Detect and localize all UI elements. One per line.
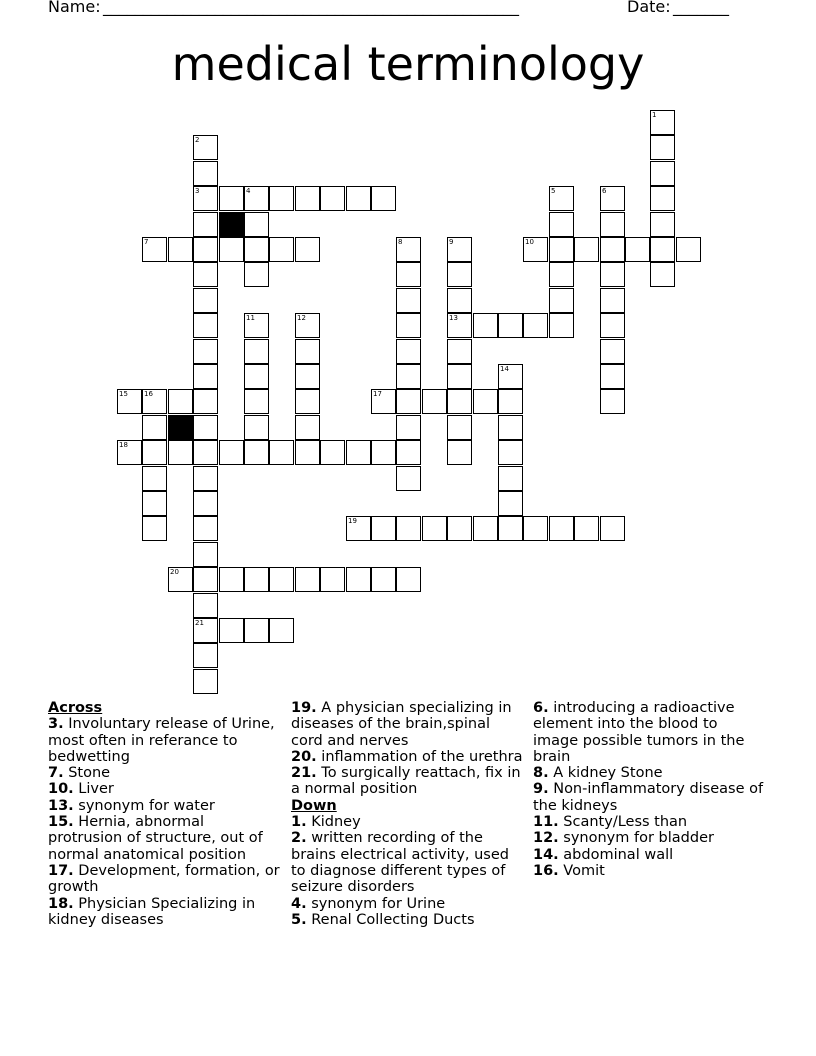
grid-cell[interactable] bbox=[473, 313, 498, 338]
grid-cell[interactable] bbox=[523, 313, 548, 338]
grid-cell[interactable] bbox=[549, 313, 574, 338]
grid-cell[interactable] bbox=[600, 516, 625, 541]
grid-cell[interactable] bbox=[447, 313, 472, 338]
grid-cell[interactable] bbox=[193, 669, 218, 694]
grid-cell[interactable] bbox=[498, 491, 523, 516]
clue-across-7: 7. Stone bbox=[48, 765, 111, 782]
grid-cell[interactable] bbox=[193, 339, 218, 364]
grid-cell[interactable] bbox=[549, 212, 574, 237]
grid-cell[interactable] bbox=[244, 567, 269, 592]
clue-down-14: 14. abdominal wall bbox=[533, 846, 674, 863]
grid-cell[interactable] bbox=[244, 415, 269, 440]
grid-cell[interactable] bbox=[600, 288, 625, 313]
black-square bbox=[168, 415, 193, 440]
grid-cell[interactable] bbox=[447, 262, 472, 287]
clue-down-4: 4. synonym for Urine bbox=[291, 895, 446, 912]
grid-cell[interactable] bbox=[371, 567, 396, 592]
grid-cell[interactable] bbox=[422, 389, 447, 414]
grid-cell[interactable] bbox=[625, 237, 650, 262]
grid-cell[interactable] bbox=[396, 440, 421, 465]
grid-cell[interactable] bbox=[346, 567, 371, 592]
grid-cell[interactable] bbox=[600, 339, 625, 364]
clue-number: 21 bbox=[195, 619, 204, 627]
grid-cell[interactable] bbox=[168, 567, 193, 592]
grid-cell[interactable] bbox=[269, 618, 294, 643]
grid-cell[interactable] bbox=[320, 440, 345, 465]
grid-cell[interactable] bbox=[219, 618, 244, 643]
grid-cell[interactable] bbox=[447, 237, 472, 262]
clue-number: 3 bbox=[195, 187, 200, 195]
clue-down-1: 1. Kidney bbox=[291, 814, 361, 831]
grid-cell[interactable] bbox=[168, 237, 193, 262]
grid-cell[interactable] bbox=[396, 364, 421, 389]
name-label: Name: bbox=[48, 0, 101, 16]
clue-number: 11 bbox=[246, 314, 255, 322]
grid-cell[interactable] bbox=[650, 110, 675, 135]
grid-cell[interactable] bbox=[193, 262, 218, 287]
clue-number: 12 bbox=[297, 314, 306, 322]
grid-cell[interactable] bbox=[650, 212, 675, 237]
clues-column-3 bbox=[533, 700, 765, 879]
grid-cell[interactable] bbox=[498, 516, 523, 541]
grid-cell[interactable] bbox=[498, 389, 523, 414]
clues-column-2 bbox=[291, 700, 523, 928]
clue-down-8: 8. A kidney Stone bbox=[533, 765, 663, 782]
grid-cell[interactable] bbox=[549, 516, 574, 541]
clue-across-20: 20. inflammation of the urethra bbox=[291, 748, 523, 765]
clue-number: 20 bbox=[170, 568, 179, 576]
grid-cell[interactable] bbox=[371, 389, 396, 414]
grid-cell[interactable] bbox=[346, 440, 371, 465]
clue-across-10: 10. Liver bbox=[48, 781, 114, 798]
date-blank[interactable]: _______ bbox=[673, 0, 729, 16]
grid-cell[interactable] bbox=[396, 339, 421, 364]
grid-cell[interactable] bbox=[244, 389, 269, 414]
grid-cell[interactable] bbox=[295, 237, 320, 262]
date-label: Date: bbox=[627, 0, 671, 16]
grid-cell[interactable] bbox=[295, 567, 320, 592]
clue-across-21: 21. To surgically reattach, fix in a normal position bbox=[291, 765, 521, 798]
grid-cell[interactable] bbox=[396, 567, 421, 592]
grid-cell[interactable] bbox=[498, 364, 523, 389]
grid-cell[interactable] bbox=[295, 364, 320, 389]
clue-down-5: 5. Renal Collecting Ducts bbox=[291, 911, 475, 928]
clue-number: 5 bbox=[551, 187, 556, 195]
grid-cell[interactable] bbox=[447, 389, 472, 414]
grid-cell[interactable] bbox=[396, 415, 421, 440]
grid-cell[interactable] bbox=[447, 364, 472, 389]
clue-number: 4 bbox=[246, 187, 251, 195]
grid-cell[interactable] bbox=[244, 212, 269, 237]
grid-cell[interactable] bbox=[523, 237, 548, 262]
grid-cell[interactable] bbox=[142, 415, 167, 440]
grid-cell[interactable] bbox=[371, 440, 396, 465]
down-heading: Down bbox=[291, 797, 337, 814]
grid-cell[interactable] bbox=[549, 186, 574, 211]
clue-across-17: 17. Development, formation, or growth bbox=[48, 862, 280, 896]
grid-cell[interactable] bbox=[473, 516, 498, 541]
grid-cell[interactable] bbox=[244, 262, 269, 287]
clue-down-2: 2. written recording of the brains electrical activity, used to diagnose different types of seizure disorders bbox=[291, 830, 509, 896]
grid-cell[interactable] bbox=[447, 440, 472, 465]
grid-cell[interactable] bbox=[244, 186, 269, 211]
grid-cell[interactable] bbox=[396, 237, 421, 262]
grid-cell[interactable] bbox=[193, 237, 218, 262]
grid-cell[interactable] bbox=[498, 313, 523, 338]
grid-cell[interactable] bbox=[574, 516, 599, 541]
grid-cell[interactable] bbox=[244, 440, 269, 465]
clue-number: 15 bbox=[119, 390, 128, 398]
grid-cell[interactable] bbox=[193, 288, 218, 313]
grid-cell[interactable] bbox=[295, 313, 320, 338]
clue-down-12: 12. synonym for bladder bbox=[533, 830, 714, 847]
grid-cell[interactable] bbox=[549, 262, 574, 287]
clue-number: 18 bbox=[119, 441, 128, 449]
name-blank[interactable]: ____________________________________________________ bbox=[103, 0, 519, 16]
grid-cell[interactable] bbox=[447, 288, 472, 313]
grid-cell[interactable] bbox=[142, 440, 167, 465]
grid-cell[interactable] bbox=[295, 415, 320, 440]
clue-number: 6 bbox=[602, 187, 607, 195]
grid-cell[interactable] bbox=[244, 339, 269, 364]
page-title: medical terminology bbox=[171, 37, 645, 91]
grid-cell[interactable] bbox=[117, 389, 142, 414]
grid-cell[interactable] bbox=[193, 542, 218, 567]
clue-number: 8 bbox=[398, 238, 403, 246]
grid-cell[interactable] bbox=[396, 466, 421, 491]
clue-down-16: 16. Vomit bbox=[533, 862, 605, 879]
grid-cell[interactable] bbox=[269, 440, 294, 465]
grid-cell[interactable] bbox=[600, 237, 625, 262]
grid-cell[interactable] bbox=[447, 339, 472, 364]
grid-cell[interactable] bbox=[295, 389, 320, 414]
grid-cell[interactable] bbox=[117, 440, 142, 465]
grid-cell[interactable] bbox=[650, 186, 675, 211]
grid-cell[interactable] bbox=[219, 186, 244, 211]
grid-cell[interactable] bbox=[320, 567, 345, 592]
grid-cell[interactable] bbox=[396, 313, 421, 338]
clues-column-1 bbox=[48, 700, 280, 928]
grid-cell[interactable] bbox=[396, 516, 421, 541]
grid-cell[interactable] bbox=[650, 161, 675, 186]
grid-cell[interactable] bbox=[244, 313, 269, 338]
grid-cell[interactable] bbox=[193, 212, 218, 237]
grid-cell[interactable] bbox=[396, 389, 421, 414]
grid-cell[interactable] bbox=[269, 237, 294, 262]
clue-number: 14 bbox=[500, 365, 509, 373]
grid-cell[interactable] bbox=[142, 389, 167, 414]
grid-cell[interactable] bbox=[346, 186, 371, 211]
grid-cell[interactable] bbox=[193, 135, 218, 160]
clue-number: 7 bbox=[144, 238, 149, 246]
across-heading: Across bbox=[48, 700, 103, 716]
grid-cell[interactable] bbox=[168, 389, 193, 414]
grid-cell[interactable] bbox=[346, 516, 371, 541]
grid-cell[interactable] bbox=[219, 567, 244, 592]
grid-cell[interactable] bbox=[193, 643, 218, 668]
grid-cell[interactable] bbox=[295, 339, 320, 364]
grid-cell[interactable] bbox=[244, 618, 269, 643]
grid-cell[interactable] bbox=[244, 364, 269, 389]
grid-cell[interactable] bbox=[600, 212, 625, 237]
grid-cell[interactable] bbox=[193, 593, 218, 618]
grid-cell[interactable] bbox=[676, 237, 701, 262]
grid-cell[interactable] bbox=[219, 237, 244, 262]
grid-cell[interactable] bbox=[523, 516, 548, 541]
grid-cell[interactable] bbox=[295, 440, 320, 465]
grid-cell[interactable] bbox=[650, 262, 675, 287]
clue-across-13: 13. synonym for water bbox=[48, 797, 215, 814]
clue-number: 13 bbox=[449, 314, 458, 322]
clue-across-15: 15. Hernia, abnormal protrusion of structure, out of normal anatomical position bbox=[48, 814, 263, 863]
grid-cell[interactable] bbox=[320, 186, 345, 211]
grid-cell[interactable] bbox=[193, 567, 218, 592]
grid-cell[interactable] bbox=[193, 415, 218, 440]
grid-cell[interactable] bbox=[142, 491, 167, 516]
grid-cell[interactable] bbox=[549, 288, 574, 313]
grid-cell[interactable] bbox=[600, 364, 625, 389]
grid-cell[interactable] bbox=[447, 415, 472, 440]
grid-cell[interactable] bbox=[142, 516, 167, 541]
grid-cell[interactable] bbox=[193, 516, 218, 541]
clue-down-11: 11. Scanty/Less than bbox=[533, 814, 688, 831]
grid-cell[interactable] bbox=[193, 389, 218, 414]
grid-cell[interactable] bbox=[371, 516, 396, 541]
grid-cell[interactable] bbox=[193, 618, 218, 643]
grid-cell[interactable] bbox=[600, 262, 625, 287]
grid-cell[interactable] bbox=[447, 516, 472, 541]
grid-cell[interactable] bbox=[422, 516, 447, 541]
grid-cell[interactable] bbox=[396, 262, 421, 287]
grid-cell[interactable] bbox=[600, 313, 625, 338]
grid-cell[interactable] bbox=[193, 186, 218, 211]
grid-cell[interactable] bbox=[219, 440, 244, 465]
grid-cell[interactable] bbox=[269, 186, 294, 211]
grid-cell[interactable] bbox=[142, 237, 167, 262]
grid-cell[interactable] bbox=[650, 135, 675, 160]
grid-cell[interactable] bbox=[371, 186, 396, 211]
grid-cell[interactable] bbox=[549, 237, 574, 262]
clue-across-3: 3. Involuntary release of Urine, most often in referance to bedwetting bbox=[48, 716, 275, 765]
clue-across-18: 18. Physician Specializing in kidney diseases bbox=[48, 895, 256, 928]
grid-cell[interactable] bbox=[244, 237, 269, 262]
grid-cell[interactable] bbox=[498, 440, 523, 465]
clue-number: 19 bbox=[348, 517, 357, 525]
grid-cell[interactable] bbox=[498, 415, 523, 440]
grid-cell[interactable] bbox=[473, 389, 498, 414]
grid-cell[interactable] bbox=[650, 237, 675, 262]
grid-cell[interactable] bbox=[193, 440, 218, 465]
grid-cell[interactable] bbox=[142, 466, 167, 491]
grid-cell[interactable] bbox=[168, 440, 193, 465]
clue-number: 10 bbox=[525, 238, 534, 246]
grid-cell[interactable] bbox=[193, 364, 218, 389]
grid-cell[interactable] bbox=[600, 389, 625, 414]
grid-cell[interactable] bbox=[600, 186, 625, 211]
grid-cell[interactable] bbox=[193, 466, 218, 491]
grid-cell[interactable] bbox=[193, 161, 218, 186]
clue-down-9: 9. Non-inflammatory disease of the kidneys bbox=[533, 781, 764, 814]
grid-cell[interactable] bbox=[574, 237, 599, 262]
clue-number: 16 bbox=[144, 390, 153, 398]
clue-number: 9 bbox=[449, 238, 454, 246]
grid-cell[interactable] bbox=[295, 186, 320, 211]
clue-across-19: 19. A physician specializing in diseases of the brain,spinal cord and nerves bbox=[291, 700, 512, 749]
black-square bbox=[219, 212, 244, 237]
clue-number: 1 bbox=[652, 111, 657, 119]
grid-cell[interactable] bbox=[498, 466, 523, 491]
clue-number: 2 bbox=[195, 136, 200, 144]
grid-cell[interactable] bbox=[269, 567, 294, 592]
grid-cell[interactable] bbox=[193, 491, 218, 516]
grid-cell[interactable] bbox=[396, 288, 421, 313]
grid-cell[interactable] bbox=[193, 313, 218, 338]
clue-number: 17 bbox=[373, 390, 382, 398]
clue-down-6: 6. introducing a radioactive element into the blood to image possible tumors in the brain bbox=[533, 700, 745, 765]
